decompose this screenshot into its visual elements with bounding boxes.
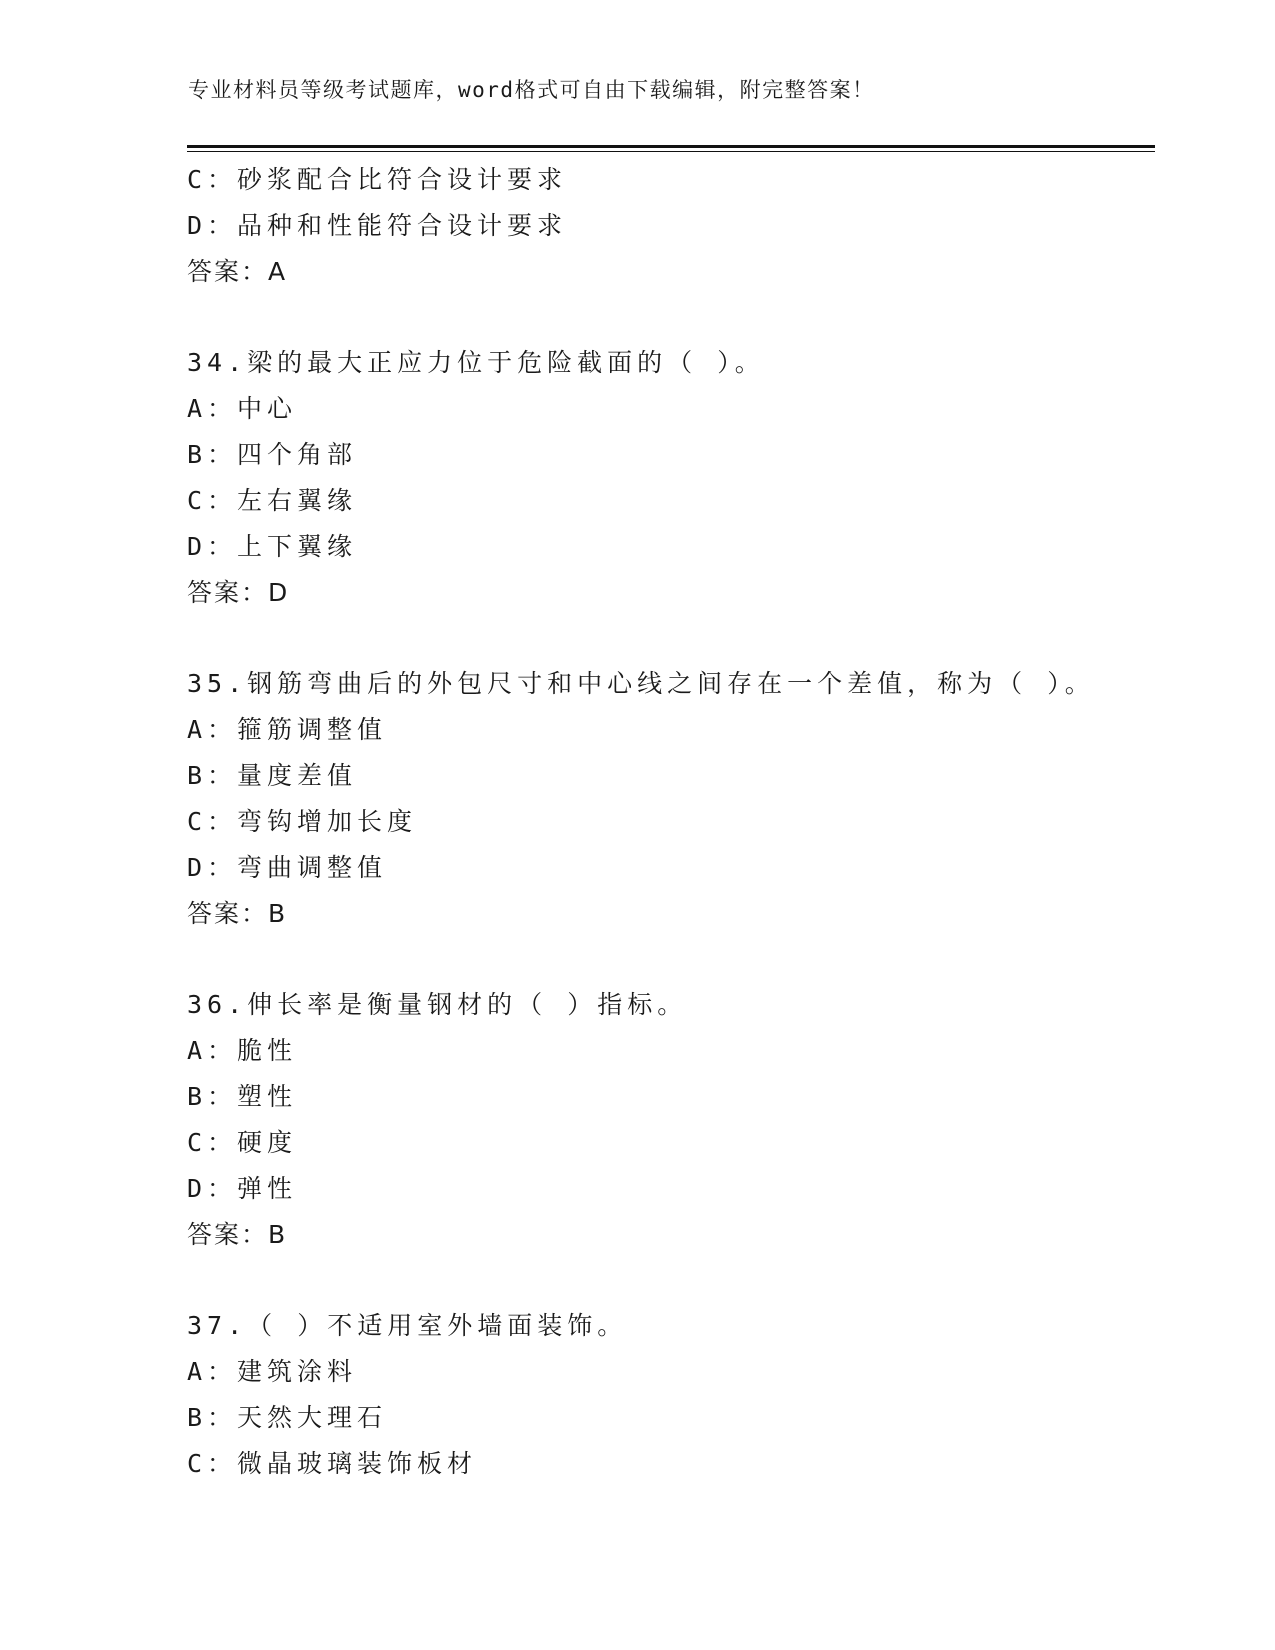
option-a: A：中心 xyxy=(187,394,298,423)
spacer xyxy=(187,616,1147,661)
header-divider-thin xyxy=(187,151,1155,152)
spacer xyxy=(187,1258,1147,1303)
option-c: C：硬度 xyxy=(187,1128,298,1157)
option-a: A：建筑涂料 xyxy=(187,1357,358,1386)
question-stem: 36.伸长率是衡量钢材的（ ）指标。 xyxy=(187,990,688,1019)
question-block-33-continued xyxy=(187,157,1147,295)
question-block-36 xyxy=(187,982,1147,1258)
option-c: C：左右翼缘 xyxy=(187,486,358,515)
question-block-34 xyxy=(187,340,1147,616)
option-b: B：天然大理石 xyxy=(187,1403,388,1432)
spacer xyxy=(187,937,1147,982)
option-c: C：弯钩增加长度 xyxy=(187,807,418,836)
question-block-35 xyxy=(187,661,1147,937)
option-a: A：箍筋调整值 xyxy=(187,715,388,744)
answer-line: 答案：A xyxy=(187,257,288,286)
option-d: D：上下翼缘 xyxy=(187,532,358,561)
page-header: 专业材料员等级考试题库，word格式可自由下载编辑，附完整答案！ xyxy=(188,78,875,102)
option-d: D：弯曲调整值 xyxy=(187,853,388,882)
option-c: C：微晶玻璃装饰板材 xyxy=(187,1449,478,1478)
answer-line: 答案：D xyxy=(187,578,290,607)
option-d: D：弹性 xyxy=(187,1174,298,1203)
option-d: D：品种和性能符合设计要求 xyxy=(187,211,568,240)
option-a: A：脆性 xyxy=(187,1036,298,1065)
header-divider-thick xyxy=(187,145,1155,148)
question-stem: 35.钢筋弯曲后的外包尺寸和中心线之间存在一个差值，称为（ ）。 xyxy=(187,669,1095,698)
question-content xyxy=(187,157,1147,1487)
answer-line: 答案：B xyxy=(187,899,288,928)
question-stem: 37.（ ）不适用室外墙面装饰。 xyxy=(187,1311,628,1340)
option-b: B：四个角部 xyxy=(187,440,358,469)
option-b: B：量度差值 xyxy=(187,761,358,790)
spacer xyxy=(187,295,1147,340)
option-b: B：塑性 xyxy=(187,1082,298,1111)
answer-line: 答案：B xyxy=(187,1220,288,1249)
question-block-37 xyxy=(187,1303,1147,1487)
option-c: C：砂浆配合比符合设计要求 xyxy=(187,165,568,194)
question-stem: 34.梁的最大正应力位于危险截面的（ ）。 xyxy=(187,348,765,377)
